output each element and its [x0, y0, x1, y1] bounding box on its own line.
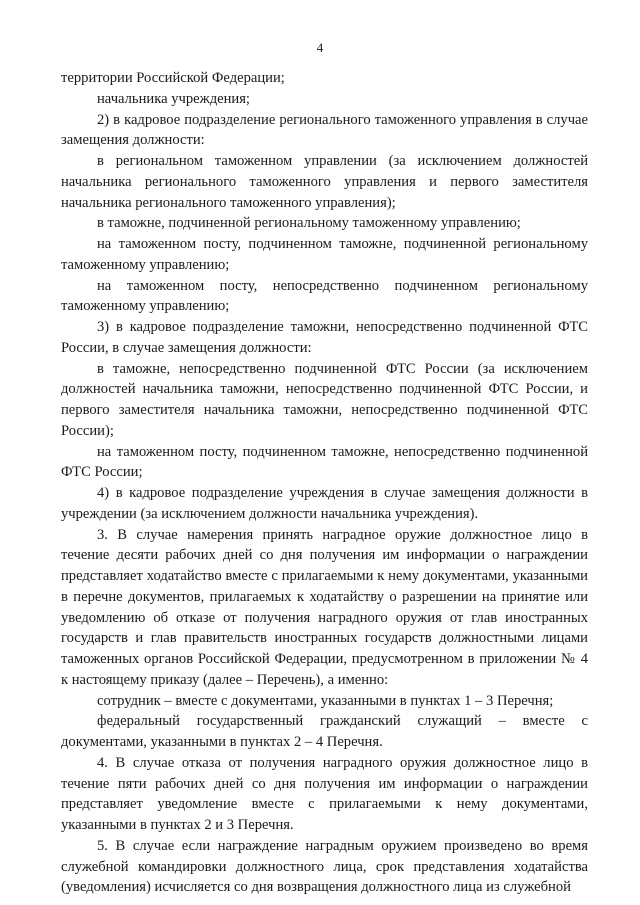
document-body — [61, 68, 588, 898]
paragraph-3: 2) в кадровое подразделение регионального таможенного управления в случае замещения должности: — [61, 111, 588, 149]
paragraph-9: в таможне, непосредственно подчиненной ФТС России (за исключением должностей начальника таможни, непосредственно подчиненной ФТС России, и первого заместителя начальника таможни, непосредственно подчиненной ФТС России); — [61, 360, 588, 439]
paragraph-1: территории Российской Федерации; — [61, 70, 285, 86]
page-number: 4 — [316, 40, 324, 55]
paragraph-7: на таможенном посту, непосредственно подчиненном региональному таможенному управлению; — [61, 277, 588, 315]
paragraph-16: 5. В случае если награждение наградным оружием произведено во время служебной командировки должностного лица, срок представления ходатайства (уведомления) исчисляется со дня возвращения должностного лица из служебной — [61, 837, 588, 896]
paragraph-11: 4) в кадровое подразделение учреждения в случае замещения должности в учреждении (за исключением должности начальника учреждения). — [61, 485, 588, 522]
paragraph-15: 4. В случае отказа от получения наградного оружия должностное лицо в течение пяти рабочих дней со дня получения им информации о награждении представляет уведомление вместе с прилагаемыми к нему документами, указанными в пунктах 2 и 3 Перечня. — [61, 754, 588, 833]
paragraph-2: начальника учреждения; — [97, 90, 250, 107]
paragraph-8: 3) в кадровое подразделение таможни, непосредственно подчиненной ФТС России, в случае замещения должности: — [61, 319, 588, 356]
paragraph-12: 3. В случае намерения принять наградное оружие должностное лицо в течение десяти рабочих дней со дня получения им информации о награждении представляет ходатайство вместе с прилагаемыми к нему документами, указанными в перечне документов, прилагаемых к ходатайству о разрешении на принятие или уведомлению об отказе от получения наградного оружия от глав иностранных государств и глав правительств иностранных государств должностными лицами таможенных органов Российской Федерации, предусмотренном в приложении № 4 к настоящему приказу (далее – Перечень), а именно: — [61, 526, 588, 688]
paragraph-5: в таможне, подчиненной региональному таможенному управлению; — [97, 215, 521, 232]
paragraph-10: на таможенном посту, подчиненном таможне, непосредственно подчиненной ФТС России; — [61, 443, 588, 481]
paragraph-13: сотрудник – вместе с документами, указанными в пунктах 1 – 3 Перечня; — [97, 692, 554, 709]
paragraph-4: в региональном таможенном управлении (за исключением должностей начальника регионального таможенного управления и первого заместителя начальника регионального таможенного управления); — [61, 153, 588, 211]
paragraph-14: федеральный государственный гражданский служащий – вместе с документами, указанными в пунктах 2 – 4 Перечня. — [61, 713, 588, 750]
paragraph-6: на таможенном посту, подчиненном таможне, подчиненной региональному таможенному управлению; — [61, 236, 588, 273]
